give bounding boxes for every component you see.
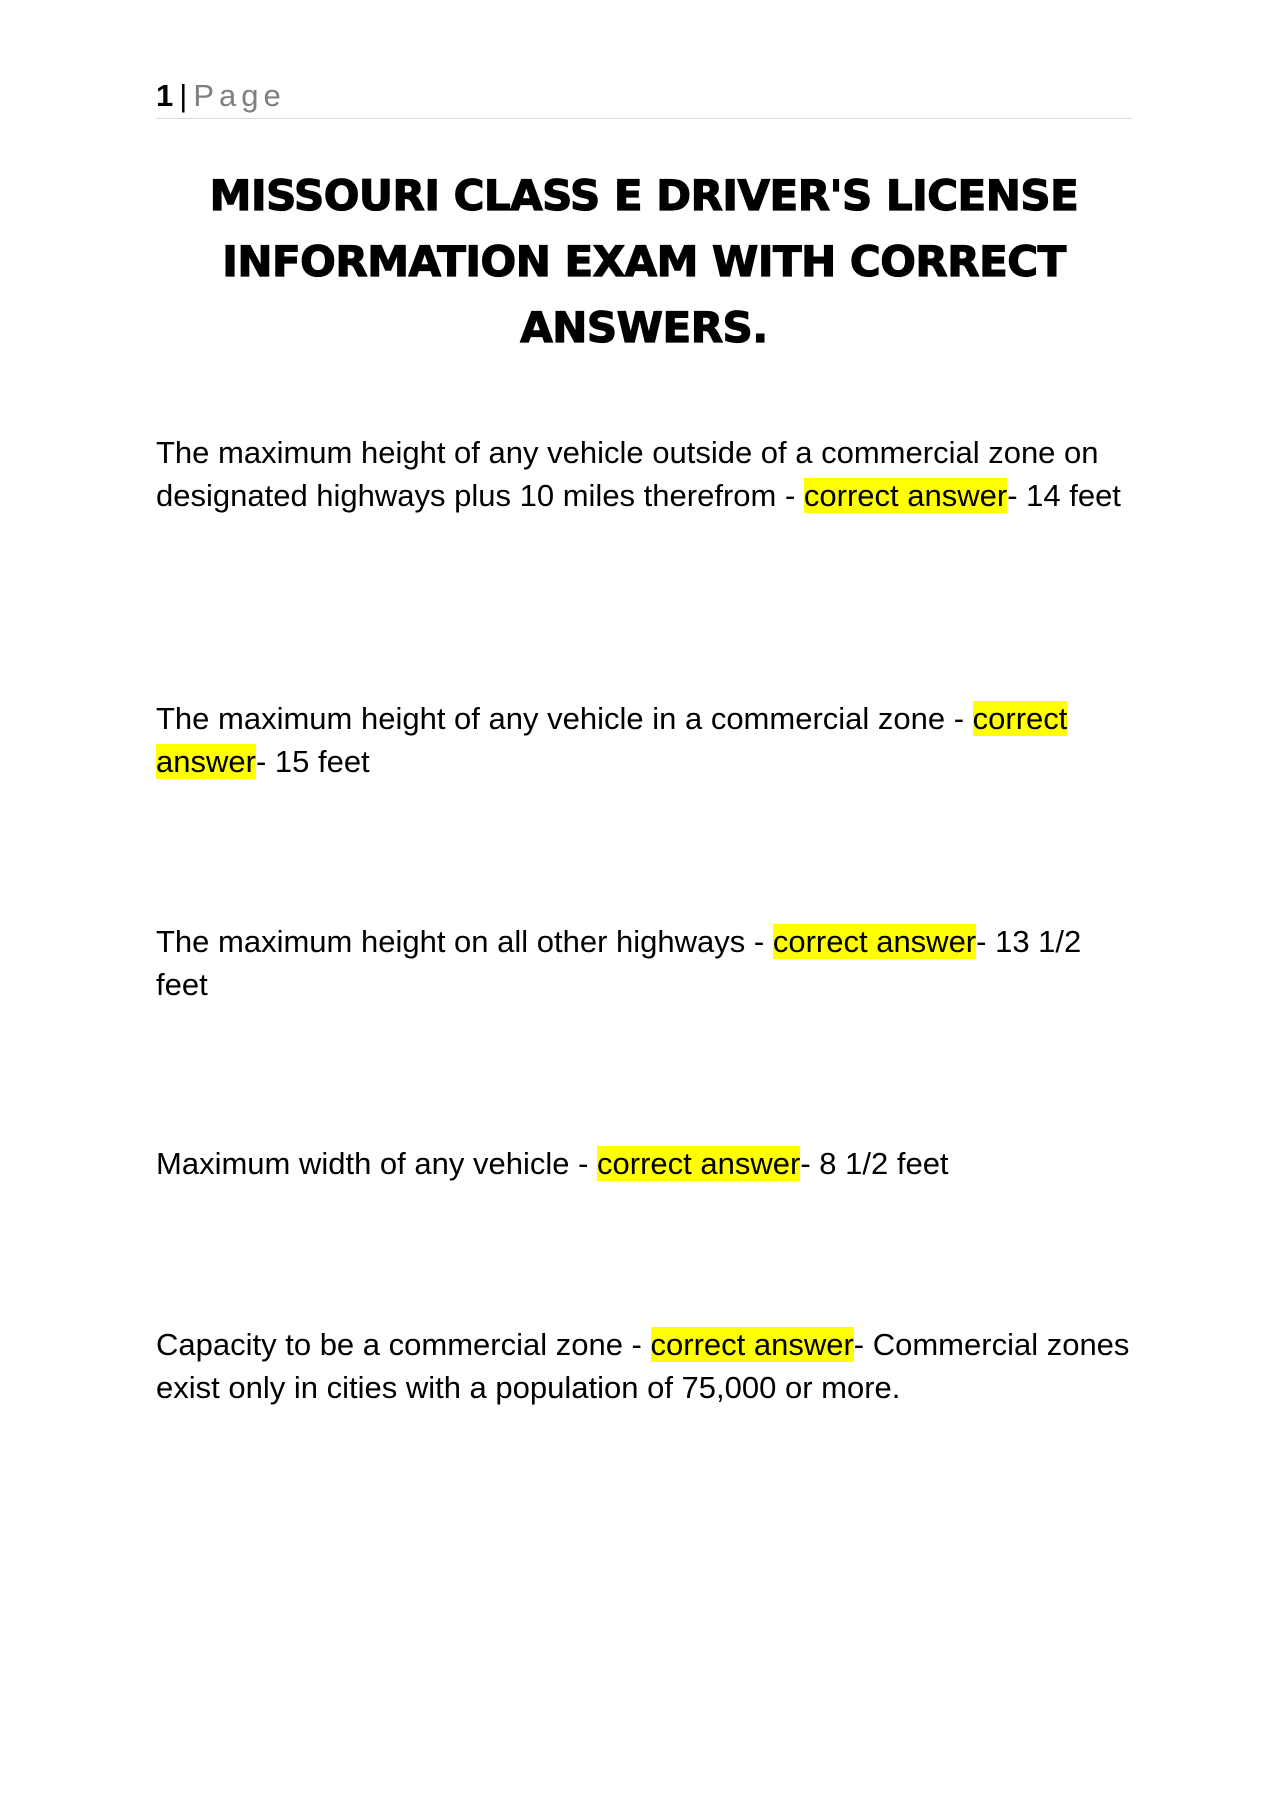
document-title: MISSOURI CLASS E DRIVER'S LICENSE INFORMATION EXAM WITH CORRECT ANSWERS. — [209, 171, 1079, 352]
question-text: The maximum height on all other highways - — [156, 924, 773, 959]
answer-label: correct answer — [156, 701, 1068, 779]
answer-label: correct answer — [650, 1327, 854, 1362]
answer-label: correct answer — [772, 924, 977, 959]
question-text: The maximum height of any vehicle outside of a commercial zone on designated highways plus 10 miles therefrom - — [156, 435, 1099, 513]
page-header — [156, 76, 1132, 119]
answer-text: - 13 1/2 feet — [156, 924, 1082, 1002]
page-number: 1 — [156, 78, 174, 113]
question-text: The maximum height of any vehicle in a commercial zone - — [156, 701, 973, 736]
answer-text: - 14 feet — [1007, 478, 1121, 513]
qa-item-4 — [156, 1142, 1136, 1185]
qa-item-2 — [156, 697, 1136, 783]
answer-label: correct answer — [597, 1146, 801, 1181]
question-text: Maximum width of any vehicle - — [156, 1146, 598, 1181]
answer-label: correct answer — [803, 478, 1008, 513]
answer-text: - 15 feet — [255, 744, 370, 779]
header-separator: | — [179, 78, 188, 113]
question-text: Capacity to be a commercial zone - — [156, 1327, 651, 1362]
qa-item-1 — [156, 431, 1136, 517]
qa-item-5 — [156, 1323, 1136, 1409]
answer-text: - 8 1/2 feet — [800, 1146, 949, 1181]
page-label: Page — [193, 78, 286, 113]
qa-item-3 — [156, 920, 1136, 1006]
answer-text: - Commercial zones exist only in cities with a population of 75,000 or more. — [156, 1327, 1130, 1405]
